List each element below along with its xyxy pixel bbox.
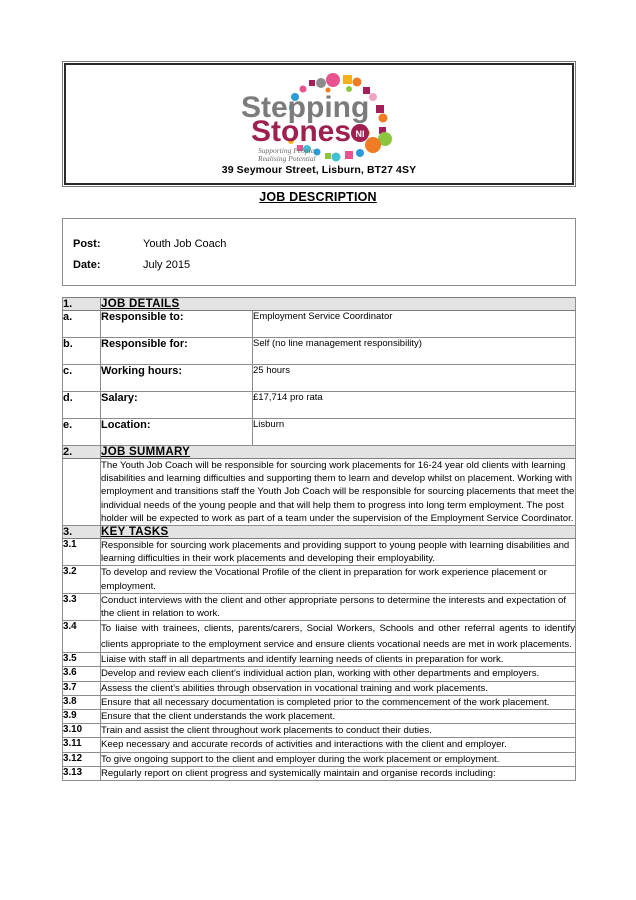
table-row	[63, 653, 576, 667]
task-text: To liaise with trainees, clients, parents/carers, Social Workers, Schools and other referral agents to identify clients appropriate to the employment service and ensure clients vocational needs are met in work placements.	[101, 621, 576, 653]
table-body	[63, 298, 576, 781]
task-number: 3.9	[63, 710, 101, 724]
task-text: Train and assist the client throughout work placements to conduct their duties.	[101, 724, 576, 738]
table-row	[63, 681, 576, 695]
table-row	[63, 766, 576, 780]
task-text: Ensure that the client understands the work placement.	[101, 710, 576, 724]
task-number: 3.5	[63, 653, 101, 667]
letterhead-inner-border	[64, 63, 574, 185]
section-title-text: JOB DETAILS	[101, 298, 180, 310]
stepping-stones-logo	[233, 73, 405, 165]
table-row	[63, 752, 576, 766]
task-text: Regularly report on client progress and systemically maintain and organise records including:	[101, 766, 576, 780]
logo-tagline-line1: Supporting People,	[258, 146, 316, 155]
logo-tagline-line2: Realising Potential	[258, 154, 316, 163]
task-number: 3.6	[63, 667, 101, 681]
section-title	[101, 526, 576, 539]
detail-number: e.	[63, 419, 101, 446]
detail-value: Employment Service Coordinator	[253, 311, 576, 338]
task-number: 3.3	[63, 593, 101, 620]
logo-ni-badge-text: NI	[355, 129, 365, 139]
section-number: 2.	[63, 446, 101, 459]
date-label: Date:	[73, 259, 101, 271]
task-text: Responsible for sourcing work placements and providing support to young people with learning disabilities and learning difficulties in their work placements and developing their employability.	[101, 539, 576, 566]
section-header-job-summary	[63, 446, 576, 459]
post-value: Youth Job Coach	[143, 238, 227, 250]
organisation-address: 39 Seymour Street, Lisburn, BT27 4SY	[221, 164, 417, 176]
table-row	[63, 566, 576, 593]
task-text: Develop and review each client’s individual action plan, working with other departments and employers.	[101, 667, 576, 681]
task-number: 3.11	[63, 738, 101, 752]
task-text: To develop and review the Vocational Profile of the client in preparation for work experience placement or employment.	[101, 566, 576, 593]
post-date-box	[62, 218, 576, 286]
job-summary-text: The Youth Job Coach will be responsible for sourcing work placements for 16-24 year old clients with learning disabilities and learning difficulties and supporting them to learn and develop whilst on placement. Working with employment and transitions staff the Youth Job Coach will be responsible for sourcing placements that meet the individual needs of the young people and that will help them to progress into long term employment. The post holder will be expected to work as part of a team under the supervision of the Employment Service Coordinator.	[101, 460, 575, 524]
page-title-text: JOB DESCRIPTION	[259, 190, 377, 204]
page-title	[0, 190, 636, 204]
table-row	[63, 621, 576, 653]
detail-value: Self (no line management responsibility)	[253, 338, 576, 365]
table-row	[63, 539, 576, 566]
logo-word-stepping: Stepping	[241, 91, 370, 124]
table-row	[63, 593, 576, 620]
task-number: 3.2	[63, 566, 101, 593]
section-header-key-tasks	[63, 526, 576, 539]
table-row	[63, 667, 576, 681]
detail-number: b.	[63, 338, 101, 365]
detail-value: 25 hours	[253, 365, 576, 392]
section-number: 3.	[63, 526, 101, 539]
task-text: Assess the client’s abilities through observation in vocational training and work placements.	[101, 681, 576, 695]
table-row	[63, 724, 576, 738]
table-row	[63, 419, 576, 446]
table-row	[63, 710, 576, 724]
task-number: 3.4	[63, 621, 101, 653]
logo-word-stones: Stones	[251, 115, 352, 148]
task-number: 3.8	[63, 695, 101, 709]
section-title-text: JOB SUMMARY	[101, 446, 191, 458]
detail-label: Responsible to:	[101, 311, 253, 338]
task-number: 3.10	[63, 724, 101, 738]
detail-number: d.	[63, 392, 101, 419]
job-description-table	[62, 297, 576, 781]
task-text: Liaise with staff in all departments and identify learning needs of clients in preparation for work.	[101, 653, 576, 667]
detail-label: Responsible for:	[101, 338, 253, 365]
table-row	[63, 392, 576, 419]
task-number: 3.7	[63, 681, 101, 695]
detail-number: a.	[63, 311, 101, 338]
table-row	[63, 338, 576, 365]
table-row	[63, 311, 576, 338]
section-title	[101, 446, 576, 459]
task-text: To give ongoing support to the client and employer during the work placement or employment.	[101, 752, 576, 766]
table-row	[63, 738, 576, 752]
section-number: 1.	[63, 298, 101, 311]
post-label: Post:	[73, 238, 101, 250]
detail-value: £17,714 pro rata	[253, 392, 576, 419]
detail-number: c.	[63, 365, 101, 392]
table-row	[63, 695, 576, 709]
task-text: Conduct interviews with the client and other appropriate persons to determine the interests and expectation of the client in relation to work.	[101, 593, 576, 620]
task-number: 3.12	[63, 752, 101, 766]
detail-label: Working hours:	[101, 365, 253, 392]
post-row	[73, 238, 575, 259]
logo-area	[66, 71, 572, 164]
date-value: July 2015	[143, 259, 191, 271]
detail-value: Lisburn	[253, 419, 576, 446]
task-text: Keep necessary and accurate records of activities and interactions with the client and employer.	[101, 738, 576, 752]
task-number: 3.13	[63, 766, 101, 780]
date-row	[73, 259, 575, 280]
section-title-text: KEY TASKS	[101, 526, 169, 539]
job-summary-row	[63, 459, 576, 526]
task-text: Ensure that all necessary documentation is completed prior to the commencement of the work placement.	[101, 695, 576, 709]
table-row	[63, 365, 576, 392]
job-summary-spacer	[63, 459, 101, 526]
section-title	[101, 298, 576, 311]
detail-label: Location:	[101, 419, 253, 446]
task-number: 3.1	[63, 539, 101, 566]
detail-label: Salary:	[101, 392, 253, 419]
section-header-job-details	[63, 298, 576, 311]
letterhead-box	[62, 61, 576, 187]
